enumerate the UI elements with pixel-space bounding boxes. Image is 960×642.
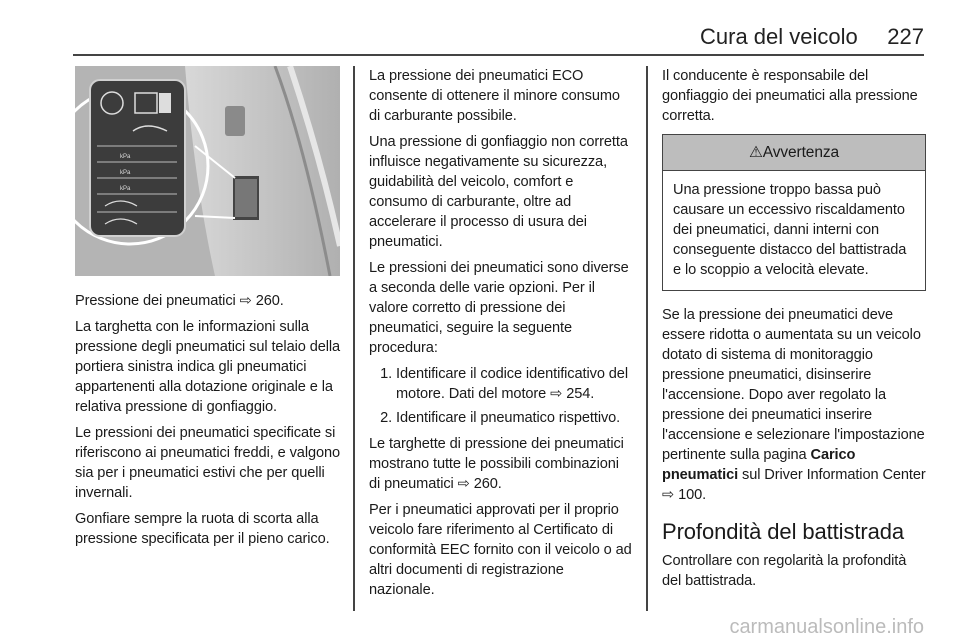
paragraph [662, 305, 926, 505]
paragraph: Le pressioni dei pneumatici specificate si riferiscono ai pneumatici freddi, e valgono sia per i pneumatici estivi che per quelli invernali. [75, 425, 341, 501]
paragraph: Gonfiare sempre la ruota di scorta alla pressione specificata per il pieno carico. [75, 511, 330, 547]
paragraph: Controllare con regolarità la profondità del battistrada. [662, 553, 907, 589]
menu-reference: Carico pneumatici [662, 447, 856, 483]
warning-text: Una pressione troppo bassa può causare un eccessivo riscaldamento dei pneumatici, danni interni con conseguente distacco del battistrada e lo scoppio a velocità elevate. [673, 182, 907, 278]
column-divider-1 [353, 66, 355, 611]
procedure-step: 2. Identificare il pneumatico rispettivo. [396, 408, 633, 428]
paragraph: Per i pneumatici approvati per il proprio veicolo fare riferimento al Certificato di conformità EEC fornito con il veicolo o ad altri documenti di registrazione nazionale. [369, 502, 632, 598]
left-column [75, 291, 345, 555]
page-ref-link[interactable]: ⇨ 100. [662, 487, 707, 503]
page-ref-link[interactable]: ⇨ 260. [239, 293, 284, 309]
tire-pressure-caption [75, 291, 345, 311]
page-ref-link[interactable]: ⇨ 260. [457, 476, 502, 492]
page-number: 227 [887, 24, 924, 49]
tire-pressure-label-photo [75, 66, 340, 276]
door-frame-illustration [75, 66, 340, 276]
warning-icon: ⚠ [748, 144, 763, 161]
right-column [662, 66, 926, 597]
paragraph: La pressione dei pneumatici ECO consente di ottenere il minore consumo di carburante possibile. [369, 68, 620, 124]
label-unit-3: kPa [120, 186, 131, 192]
paragraph: Una pressione di gonfiaggio non corretta influisce negativamente su sicurezza, guidabilità del veicolo, comfort e consumo di carburante, oltre ad accelerare il processo di usura dei pneumatici. [369, 134, 628, 250]
warning-header [663, 135, 925, 171]
procedure-step [396, 364, 633, 404]
warning-title: Avvertenza [762, 144, 840, 161]
label-unit-2: kPa [120, 170, 131, 176]
section-heading: Profondità del battistrada [662, 519, 904, 544]
caption-text: Pressione dei pneumatici [75, 293, 240, 309]
paragraph: Il conducente è responsabile del gonfiaggio dei pneumatici alla pressione corretta. [662, 68, 918, 124]
paragraph: La targhetta con le informazioni sulla pressione degli pneumatici sul telaio della portiera sinistra indica gli pneumatici appartenenti alla dotazione originale e la relativa pressione di gonfiaggio. [75, 319, 341, 415]
warning-box [662, 134, 926, 291]
label-unit-1: kPa [120, 154, 131, 160]
paragraph: Le pressioni dei pneumatici sono diverse a seconda delle varie opzioni. Per il valore corretto di pressione dei pneumatici, seguire la seguente procedura: [369, 260, 629, 356]
watermark: carmanualsonline.info [729, 616, 924, 638]
middle-column [369, 66, 633, 606]
header-divider [73, 54, 924, 56]
paragraph-text: Se la pressione dei pneumatici deve essere ridotta o aumentata su un veicolo dotato di sistema di monitoraggio pressione pneumatici, disinserire l'accensione. Dopo aver regolato la pressione dei pneumatici inserire l'accensione e selezionare l'impostazione pertinente sulla pagina [662, 307, 925, 463]
column-divider-2 [646, 66, 648, 611]
paragraph-text: Le targhette di pressione dei pneumatici mostrano tutte le possibili combinazioni di pneumatici [369, 436, 624, 492]
procedure-list [369, 364, 633, 428]
step-text: Identificare il codice identificativo del motore. Dati del motore [396, 366, 628, 402]
page-ref-link[interactable]: ⇨ 254. [550, 386, 595, 402]
running-header-title: Cura del veicolo [700, 24, 858, 49]
paragraph-text: sul Driver Information Center [738, 467, 926, 483]
paragraph [369, 434, 633, 494]
